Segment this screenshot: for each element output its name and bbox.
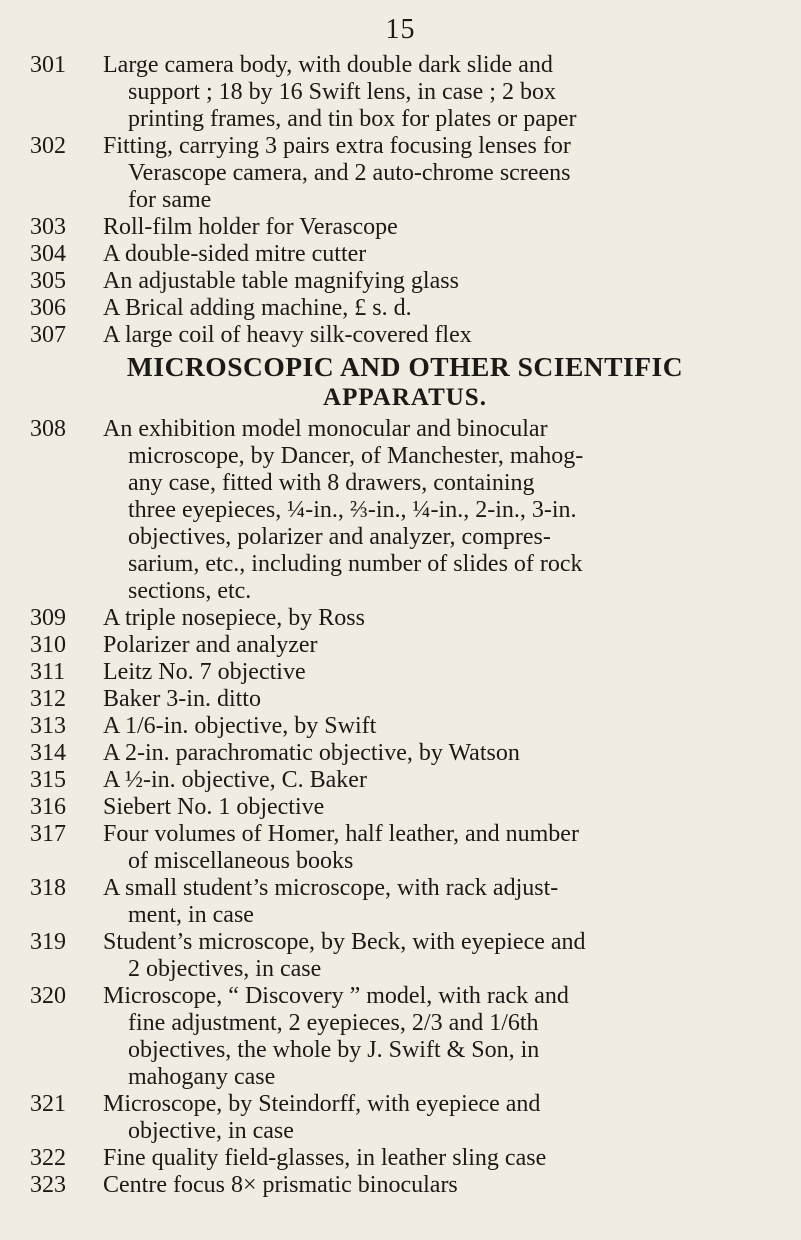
lot-description-line: objectives, the whole by J. Swift & Son, in — [128, 1037, 540, 1063]
lot-entry — [30, 1172, 780, 1199]
lot-description-line: Microscope, “ Discovery ” model, with rack and — [103, 983, 569, 1009]
lot-description-line: any case, fitted with 8 drawers, containing — [128, 470, 535, 496]
lot-description-line: objectives, polarizer and analyzer, compres- — [128, 524, 551, 550]
lot-description — [103, 821, 780, 875]
page-number: 15 — [385, 14, 416, 45]
lot-description — [103, 1145, 780, 1172]
section-heading — [30, 351, 780, 413]
lot-entry — [30, 767, 780, 794]
lot-description-line: objective, in case — [128, 1118, 294, 1144]
lot-description — [103, 875, 780, 929]
lot-entry — [30, 1145, 780, 1172]
lot-description — [103, 322, 780, 349]
lot-group-scientific — [30, 416, 780, 1199]
lot-number: 318 — [30, 875, 66, 901]
lot-description-line: Microscope, by Steindorff, with eyepiece and — [103, 1091, 541, 1117]
lot-number: 304 — [30, 241, 66, 267]
lot-description-line: sarium, etc., including number of slides of rock — [128, 551, 583, 577]
lot-description-line: sections, etc. — [128, 578, 252, 604]
lot-description — [103, 214, 780, 241]
lot-description-line: Centre focus 8× prismatic binoculars — [103, 1172, 458, 1198]
lot-description-line: A double-sided mitre cutter — [103, 241, 367, 267]
lot-entry — [30, 322, 780, 349]
lot-description — [103, 1172, 780, 1199]
lot-description — [103, 659, 780, 686]
lot-description — [103, 740, 780, 767]
lot-number: 301 — [30, 52, 66, 78]
lot-description-line: Baker 3-in. ditto — [103, 686, 261, 712]
lot-description-line: A large coil of heavy silk-covered flex — [103, 322, 472, 348]
lot-description-line: A Brical adding machine, £ s. d. — [103, 295, 412, 321]
lot-description — [103, 605, 780, 632]
lot-number: 320 — [30, 983, 66, 1009]
lot-number: 316 — [30, 794, 66, 820]
lot-entry — [30, 713, 780, 740]
lot-number: 305 — [30, 268, 66, 294]
lot-description-line: A small student’s microscope, with rack adjust- — [103, 875, 559, 901]
lot-description-line: 2 objectives, in case — [128, 956, 322, 982]
lot-description — [103, 767, 780, 794]
lot-entry — [30, 821, 780, 875]
lot-entry — [30, 983, 780, 1091]
lot-description — [103, 133, 780, 214]
lot-number: 308 — [30, 416, 66, 442]
lot-description-line: mahogany case — [128, 1064, 276, 1090]
lot-description — [103, 794, 780, 821]
lot-description — [103, 1091, 780, 1145]
lot-number: 311 — [30, 659, 66, 685]
section-subtitle: APPARATUS. — [323, 384, 487, 411]
lot-description — [103, 295, 780, 322]
lot-entry — [30, 605, 780, 632]
lot-list — [30, 52, 780, 1199]
lot-entry — [30, 1091, 780, 1145]
lot-number: 323 — [30, 1172, 66, 1198]
lot-description-line: fine adjustment, 2 eyepieces, 2/3 and 1/6th — [128, 1010, 539, 1036]
lot-number: 313 — [30, 713, 66, 739]
lot-entry — [30, 740, 780, 767]
lot-number: 314 — [30, 740, 66, 766]
lot-entry — [30, 686, 780, 713]
lot-number: 322 — [30, 1145, 66, 1171]
section-title: MICROSCOPIC AND OTHER SCIENTIFIC — [126, 351, 684, 382]
lot-description-line: An exhibition model monocular and binocular — [103, 416, 548, 442]
lot-description — [103, 686, 780, 713]
lot-description-line: Siebert No. 1 objective — [103, 794, 325, 820]
lot-number: 319 — [30, 929, 66, 955]
lot-number: 315 — [30, 767, 66, 793]
lot-number: 310 — [30, 632, 66, 658]
lot-description-line: ment, in case — [128, 902, 254, 928]
lot-description — [103, 983, 780, 1091]
lot-description-line: three eyepieces, ¼-in., ⅔-in., ¼-in., 2-in., 3-in. — [128, 497, 577, 523]
lot-number: 306 — [30, 295, 66, 321]
lot-entry — [30, 268, 780, 295]
lot-description — [103, 241, 780, 268]
lot-description-line: Roll-film holder for Verascope — [103, 214, 398, 240]
lot-entry — [30, 659, 780, 686]
lot-description-line: microscope, by Dancer, of Manchester, mahog- — [128, 443, 584, 469]
lot-entry — [30, 416, 780, 605]
lot-entry — [30, 52, 780, 133]
lot-description-line: Polarizer and analyzer — [103, 632, 318, 658]
lot-entry — [30, 632, 780, 659]
lot-description-line: A triple nosepiece, by Ross — [103, 605, 365, 631]
lot-description-line: A 1/6-in. objective, by Swift — [103, 713, 377, 739]
lot-entry — [30, 214, 780, 241]
lot-description — [103, 632, 780, 659]
lot-description-line: A 2-in. parachromatic objective, by Watson — [103, 740, 520, 766]
lot-description — [103, 929, 780, 983]
lot-entry — [30, 133, 780, 214]
lot-description-line: of miscellaneous books — [128, 848, 354, 874]
lot-number: 317 — [30, 821, 66, 847]
lot-description-line: Verascope camera, and 2 auto-chrome screens — [128, 160, 571, 186]
lot-description-line: Four volumes of Homer, half leather, and number — [103, 821, 579, 847]
lot-entry — [30, 929, 780, 983]
lot-number: 321 — [30, 1091, 66, 1117]
lot-description-line: Leitz No. 7 objective — [103, 659, 306, 685]
lot-entry — [30, 295, 780, 322]
lot-entry — [30, 794, 780, 821]
lot-description — [103, 416, 780, 605]
lot-description-line: printing frames, and tin box for plates or paper — [128, 106, 577, 132]
lot-group-camera — [30, 52, 780, 349]
lot-description — [103, 713, 780, 740]
lot-entry — [30, 241, 780, 268]
lot-description-line: An adjustable table magnifying glass — [103, 268, 459, 294]
lot-number: 302 — [30, 133, 66, 159]
lot-description-line: Large camera body, with double dark slide and — [103, 52, 553, 78]
lot-entry — [30, 875, 780, 929]
lot-description-line: A ½-in. objective, C. Baker — [103, 767, 367, 793]
lot-description-line: Fitting, carrying 3 pairs extra focusing lenses for — [103, 133, 571, 159]
lot-number: 307 — [30, 322, 66, 348]
lot-description — [103, 268, 780, 295]
lot-description — [103, 52, 780, 133]
lot-number: 312 — [30, 686, 66, 712]
lot-description-line: support ; 18 by 16 Swift lens, in case ; 2 box — [128, 79, 556, 105]
lot-description-line: Student’s microscope, by Beck, with eyepiece and — [103, 929, 586, 955]
lot-number: 303 — [30, 214, 66, 240]
lot-number: 309 — [30, 605, 66, 631]
lot-description-line: for same — [128, 187, 212, 213]
lot-description-line: Fine quality field-glasses, in leather sling case — [103, 1145, 547, 1171]
